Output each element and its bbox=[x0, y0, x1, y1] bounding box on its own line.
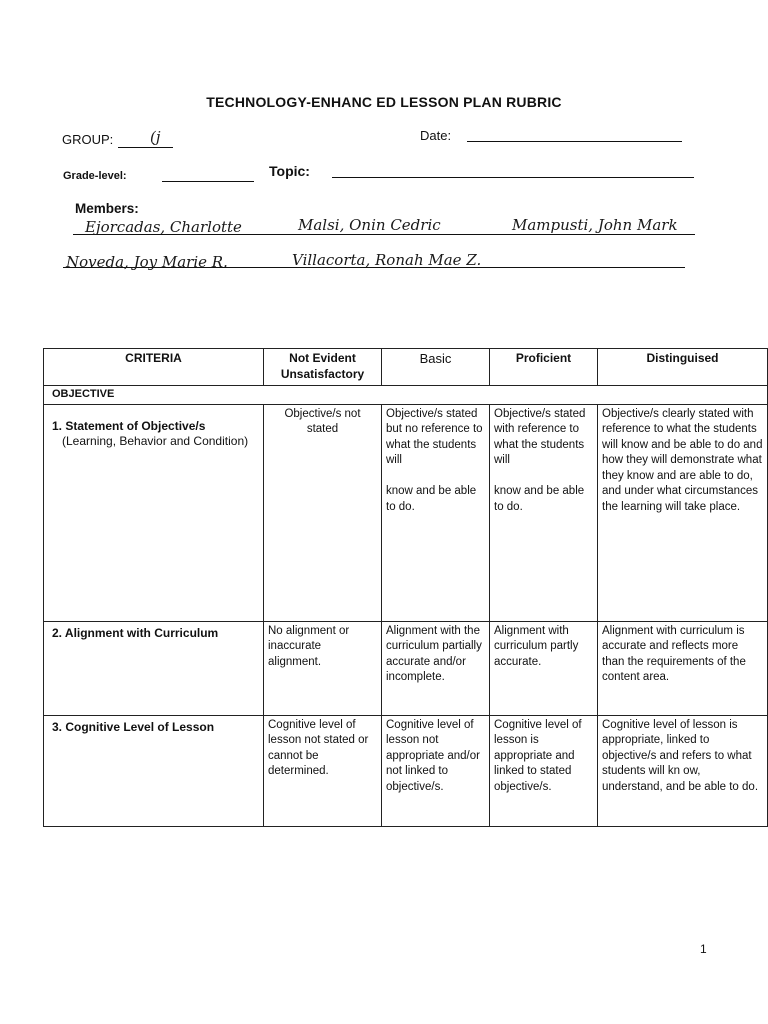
date-line bbox=[467, 141, 682, 142]
grade-level-line bbox=[162, 181, 254, 182]
rating-cell: Objective/s not stated bbox=[264, 404, 382, 621]
topic-label: Topic: bbox=[269, 163, 310, 179]
member-name: Mampusti, John Mark bbox=[512, 216, 678, 234]
member-name: Villacorta, Ronah Mae Z. bbox=[292, 251, 482, 269]
page-number: 1 bbox=[700, 942, 707, 956]
rating-cell: Objective/s clearly stated with reference to what the students will know and be able to do and how they will demonstrate what they know and are able to do, and under what circumstances the learning will take place. bbox=[598, 404, 768, 621]
section-objective: OBJECTIVE bbox=[44, 386, 768, 405]
rating-cell: No alignment or inaccurate alignment. bbox=[264, 621, 382, 715]
rating-cell: Cognitive level of lesson not stated or cannot be determined. bbox=[264, 715, 382, 826]
members-label: Members: bbox=[75, 201, 139, 216]
member-name: Noveda, Joy Marie R. bbox=[66, 253, 228, 271]
group-label: GROUP: bbox=[62, 132, 114, 147]
rating-cell: Alignment with curriculum is accurate and reflects more than the requirements of the content area. bbox=[598, 621, 768, 715]
table-row bbox=[44, 621, 768, 715]
header-distinguised: Distinguised bbox=[598, 349, 768, 386]
table-header-row bbox=[44, 349, 768, 386]
rating-cell: Cognitive level of lesson not appropriate and/or not linked to objective/s. bbox=[382, 715, 490, 826]
group-value: (j bbox=[150, 128, 161, 146]
rating-cell: Alignment with curriculum partly accurate. bbox=[490, 621, 598, 715]
member-name: Malsi, Onin Cedric bbox=[298, 216, 441, 234]
rating-cell: Alignment with the curriculum partially accurate and/or incomplete. bbox=[382, 621, 490, 715]
header-proficient: Proficient bbox=[490, 349, 598, 386]
criterion-cell bbox=[44, 715, 264, 826]
table-row bbox=[44, 404, 768, 621]
rating-cell: Cognitive level of lesson is appropriate and linked to stated objective/s. bbox=[490, 715, 598, 826]
member-name: Ejorcadas, Charlotte bbox=[85, 218, 242, 236]
criterion-title: 3. Cognitive Level of Lesson bbox=[52, 719, 215, 734]
rating-cell: Objective/s stated but no reference to what the students will know and be able to do. bbox=[382, 404, 490, 621]
header-not-evident: Not Evident Unsatisfactory bbox=[264, 349, 382, 386]
topic-line bbox=[332, 177, 694, 178]
criterion-subtitle: (Learning, Behavior and Condition) bbox=[62, 434, 249, 448]
header-basic: Basic bbox=[382, 349, 490, 386]
group-line bbox=[118, 147, 173, 148]
rubric-table bbox=[43, 348, 768, 827]
document-title: TECHNOLOGY-ENHANC ED LESSON PLAN RUBRIC bbox=[206, 94, 562, 110]
criterion-cell bbox=[44, 404, 264, 621]
criterion-title: 2. Alignment with Curriculum bbox=[52, 625, 219, 640]
grade-level-label: Grade-level: bbox=[63, 170, 127, 182]
section-row bbox=[44, 386, 768, 405]
table-row bbox=[44, 715, 768, 826]
criterion-title: 1. Statement of Objective/s bbox=[52, 418, 206, 433]
rating-cell: Objective/s stated with reference to what the students will know and be able to do. bbox=[490, 404, 598, 621]
header-criteria: CRITERIA bbox=[44, 349, 264, 386]
criterion-cell bbox=[44, 621, 264, 715]
date-label: Date: bbox=[420, 128, 452, 143]
rating-cell: Cognitive level of lesson is appropriate, linked to objective/s and refers to what students will kn ow, understand, and be able to do. bbox=[598, 715, 768, 826]
